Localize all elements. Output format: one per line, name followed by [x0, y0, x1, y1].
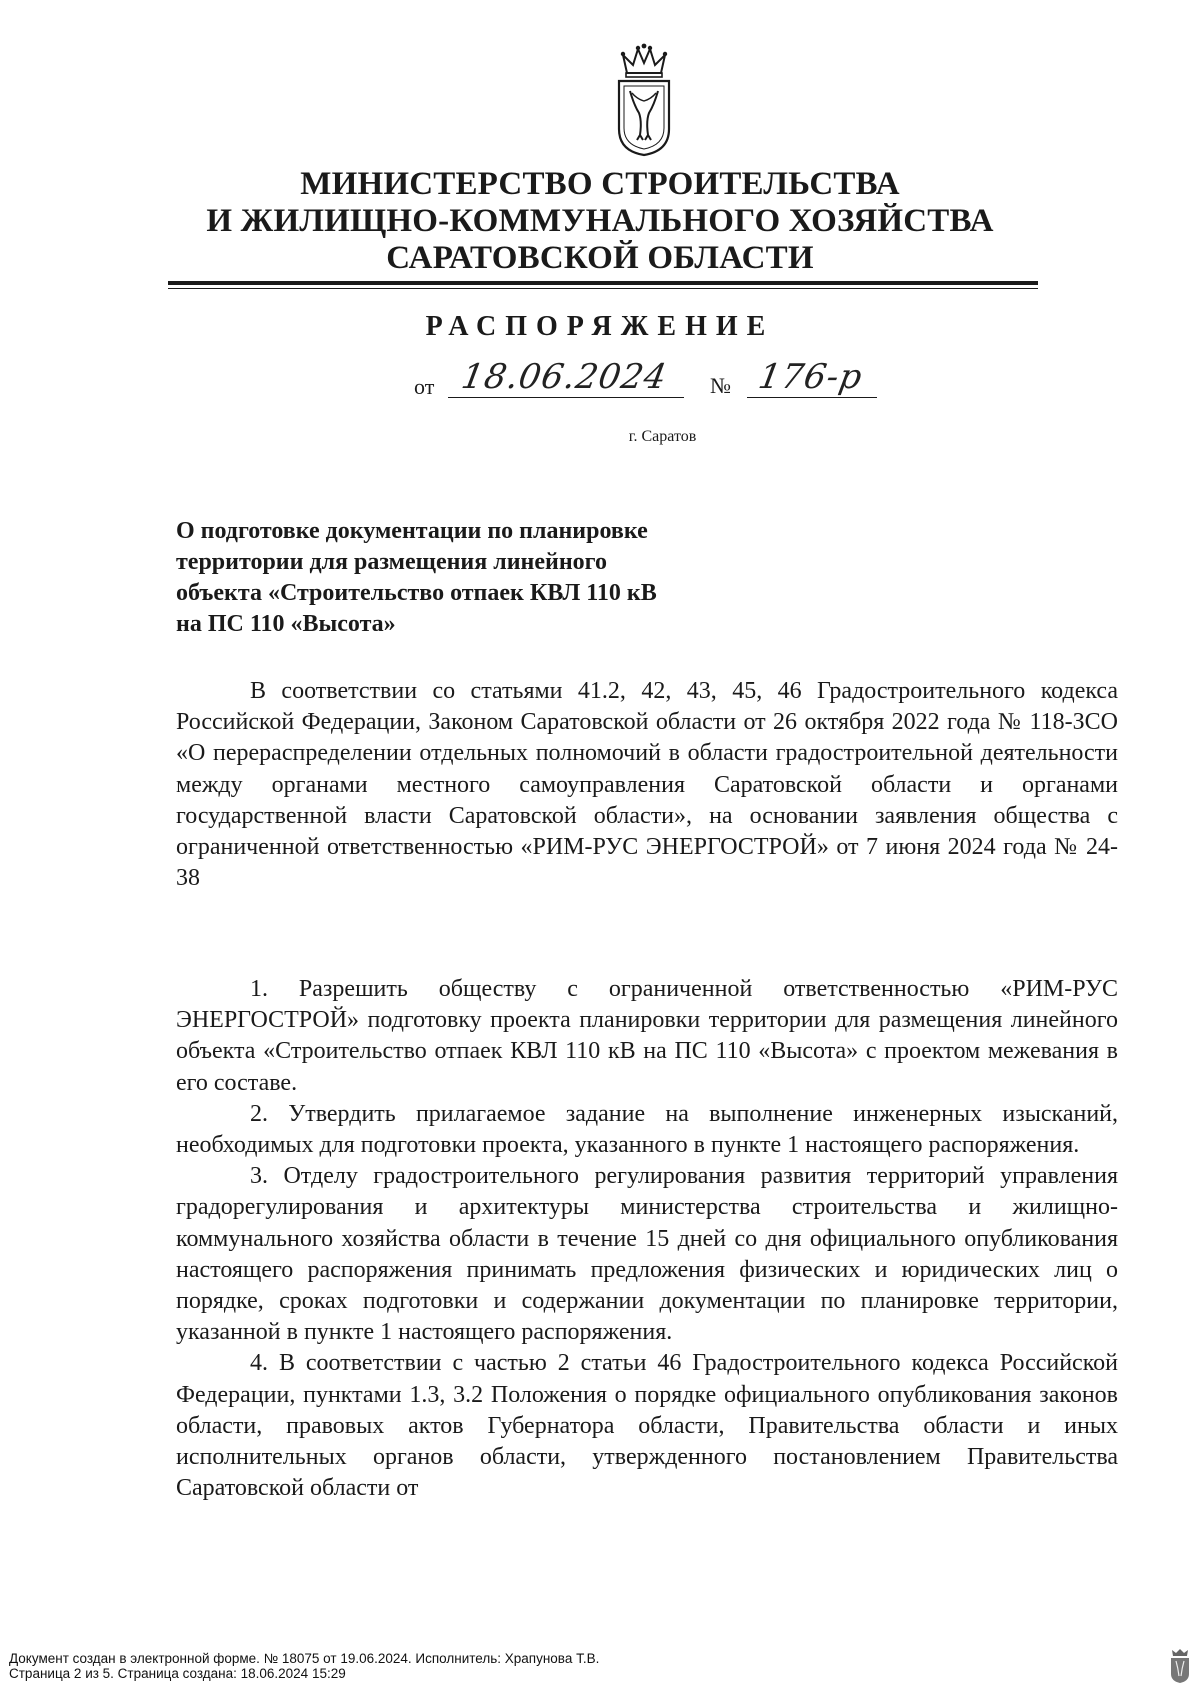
subject-line-2: территории для размещения линейного: [176, 549, 607, 575]
number-field: [747, 357, 877, 398]
number-sign: №: [710, 373, 731, 398]
subject-line-4: на ПС 110 «Высота»: [176, 611, 396, 637]
preamble-paragraph: В соответствии со статьями 41.2, 42, 43, 45, 46 Градостроительного кодекса Российской Федерации, Законом Саратовской области от 26 октября 2022 года № 118-ЗСО «О перераспределении отдельных полномочий в области градостроительной деятельности между органами местного самоуправления Саратовской области и органами государственной власти Саратовской области», на основании заявления общества с ограниченной ответственностью «РИМ-РУС ЭНЕРГОСТРОЙ» от 7 июня 2024 года № 24-38: [176, 678, 1118, 892]
document-type-title: РАСПОРЯЖЕНИЕ: [425, 311, 775, 342]
subject-line-3: объекта «Строительство отпаек КВЛ 110 кВ: [176, 580, 657, 606]
ministry-name: [170, 166, 1030, 277]
ministry-line-1: МИНИСТЕРСТВО СТРОИТЕЛЬСТВА: [300, 166, 900, 202]
order-item-1: 1. Разрешить обществу с ограниченной ответственностью «РИМ-РУС ЭНЕРГОСТРОЙ» подготовку проекта планировки территории для размещения линейного объекта «Строительство отпаек КВЛ 110 кВ на ПС 110 «Высота» с проектом межевания в его составе.: [176, 976, 1118, 1096]
date-field: [448, 357, 684, 398]
date-prefix: от: [414, 374, 435, 399]
ministry-line-2: И ЖИЛИЩНО-КОММУНАЛЬНОГО ХОЗЯЙСТВА: [206, 203, 994, 239]
order-items: [176, 974, 1118, 1504]
footer-line-2: Страница 2 из 5. Страница создана: 18.06.2024 15:29: [9, 1666, 346, 1681]
subject-line-1: О подготовке документации по планировке: [176, 518, 648, 544]
header-divider-thin: [168, 288, 1038, 289]
document-subject: [176, 516, 736, 640]
order-item-4: 4. В соответствии с частью 2 статьи 46 Градостроительного кодекса Российской Федерации, пунктами 1.3, 3.2 Положения о порядке официального опубликования законов области, правовых актов Губернатора области, Правительства области и иных исполнительных органов области, утвержденного постановлением Правительства Саратовской области от: [176, 1350, 1118, 1502]
handwritten-number: 176-р: [755, 357, 866, 397]
footer-line-1: Документ создан в электронной форме. № 18075 от 19.06.2024. Исполнитель: Храпунова Т.В.: [9, 1651, 600, 1666]
electronic-document-footer: [9, 1651, 599, 1681]
date-number-line: [380, 355, 900, 405]
preamble-block: [176, 676, 1118, 894]
handwritten-date: 18.06.2024: [458, 357, 671, 397]
ministry-line-3: САРАТОВСКОЙ ОБЛАСТИ: [386, 240, 814, 276]
city-label: г. Саратов: [628, 428, 697, 445]
saratov-coat-of-arms-icon: [613, 43, 675, 158]
order-item-2: 2. Утвердить прилагаемое задание на выполнение инженерных изысканий, необходимых для подготовки проекта, указанного в пункте 1 настоящего распоряжения.: [176, 1100, 1118, 1159]
saratov-emblem-small-icon: [1168, 1648, 1192, 1684]
order-item-3: 3. Отделу градостроительного регулирования развития территорий управления градорегулирования и архитектуры министерства строительства и жилищно-коммунального хозяйства области в течение 15 дней со дня официального опубликования настоящего распоряжения принимать предложения физических и юридических лиц о порядке, сроках подготовки и содержании документации по планировке территории, указанной в пункте 1 настоящего распоряжения.: [176, 1163, 1118, 1346]
header-divider-thick: [168, 281, 1038, 285]
